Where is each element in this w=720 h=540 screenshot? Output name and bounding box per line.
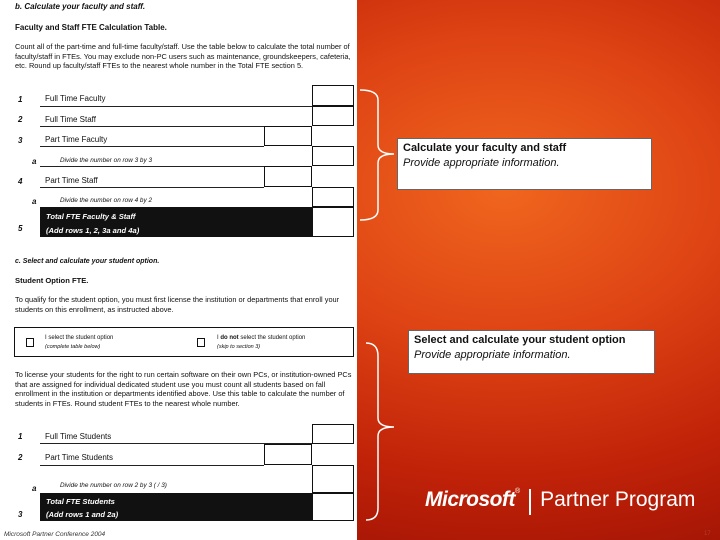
logo-trademark: ® xyxy=(515,488,521,495)
faculty-staff-callout xyxy=(397,138,652,190)
row-label-full-time-faculty: Full Time Faculty xyxy=(45,94,106,103)
row-number: 3 xyxy=(18,136,23,145)
row-label-divide-row-4: Divide the number on row 4 by 2 xyxy=(60,197,153,204)
row-label-part-time-staff: Part Time Staff xyxy=(45,176,98,185)
section-b-instructions: Count all of the part-time and full-time faculty/staff. Use the table below to calculate the total number of faculty/staff in FTEs. You may exclude non-PC users such as maintenance, groundskeepers, cafeteria, etc. Round up faculty/staff FTEs to the nearest whole number in the Total FTE section 5. xyxy=(15,42,351,71)
logo-brand: Microsoft xyxy=(425,488,515,511)
option-select-note: (complete table below) xyxy=(45,344,101,350)
row-number: 2 xyxy=(18,453,23,462)
callout-title: Calculate your faculty and staff xyxy=(403,142,567,154)
option-not-prefix: I xyxy=(217,335,221,341)
option-not-rest: select the student option xyxy=(238,335,306,341)
logo-separator xyxy=(529,489,531,515)
row-number: 3 xyxy=(18,510,23,519)
section-c-title: Student Option FTE. xyxy=(15,276,89,285)
row-number: 1 xyxy=(18,95,23,104)
page-number: 17 xyxy=(704,531,711,537)
section-b-heading: b. Calculate your faculty and staff. xyxy=(15,2,146,11)
option-not-emphasis: do not xyxy=(220,335,239,341)
total-faculty-sublabel: (Add rows 1, 2, 3a and 4a) xyxy=(46,226,140,235)
total-students-sublabel: (Add rows 1 and 2a) xyxy=(46,510,119,519)
row-number: 4 xyxy=(18,177,23,186)
microsoft-partner-program-logo xyxy=(425,488,695,515)
section-c-heading: c. Select and calculate your student option. xyxy=(15,258,160,265)
row-number: 2 xyxy=(18,115,23,124)
callout-subtitle: Provide appropriate information. xyxy=(403,157,560,169)
row-label-full-time-students: Full Time Students xyxy=(45,432,112,441)
option-not-note: (skip to section 3) xyxy=(217,344,261,350)
section-b-title: Faculty and Staff FTE Calculation Table. xyxy=(15,23,167,32)
row-label-part-time-students: Part Time Students xyxy=(45,453,114,462)
total-faculty-label: Total FTE Faculty & Staff xyxy=(46,212,136,221)
footer-text: Microsoft Partner Conference 2004 xyxy=(4,531,106,538)
row-number: a xyxy=(32,197,37,206)
total-students-label: Total FTE Students xyxy=(46,497,115,506)
row-number: 1 xyxy=(18,432,23,441)
student-option-callout xyxy=(408,330,655,374)
row-label-divide-row-2: Divide the number on row 2 by 3 ( / 3) xyxy=(60,482,167,489)
section-c-qualify: To qualify for the student option, you must first license the institution or departments that enroll your students on this enrollment, as instructed above. xyxy=(15,295,340,314)
callout-title: Select and calculate your student option xyxy=(414,334,626,346)
callout-subtitle: Provide appropriate information. xyxy=(414,349,571,361)
row-number: a xyxy=(32,157,37,166)
row-label-divide-row-3: Divide the number on row 3 by 3 xyxy=(60,157,153,164)
row-number: a xyxy=(32,484,37,493)
row-number: 5 xyxy=(18,224,23,233)
row-label-part-time-faculty: Part Time Faculty xyxy=(45,135,108,144)
row-label-full-time-staff: Full Time Staff xyxy=(45,115,96,124)
logo-program: Partner Program xyxy=(540,488,696,511)
section-c-instructions: To license your students for the right to run certain software on their own PCs, or institution-owned PCs that are assigned for individual dedicated student use you must count all students based on fall enrollment in the institution or departments identified above. Use this table to calculate the number of students in FTEs. Round student FTEs to the nearest whole number. xyxy=(15,370,352,408)
option-select-label: I select the student option xyxy=(45,335,114,341)
faculty-bracket xyxy=(360,90,394,220)
student-bracket xyxy=(366,343,394,520)
